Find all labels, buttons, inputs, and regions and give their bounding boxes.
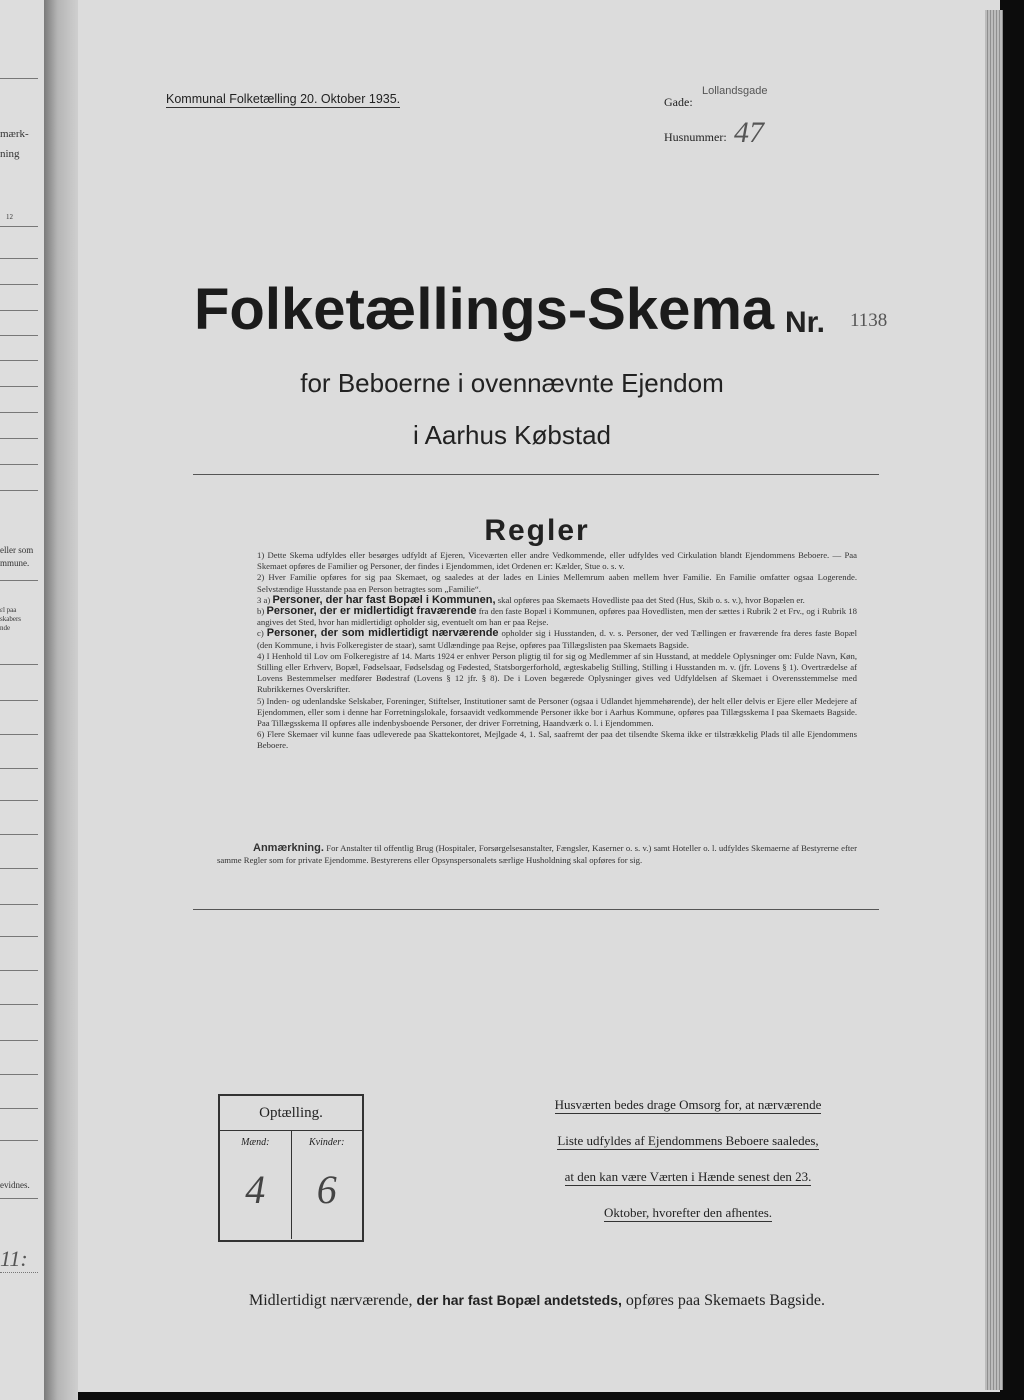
ruled-line — [0, 1140, 38, 1141]
ruled-line — [0, 664, 38, 665]
ruled-line — [0, 768, 38, 769]
ruled-line — [0, 700, 38, 701]
house-number-value: 47 — [734, 116, 764, 149]
rule-3a: 3 a) Personer, der har fast Bopæl i Kommunen, skal opføres paa Skemaets Hovedliste paa det Sted (Hus, Skib o. s. v.), hvor Bopælen er. — [257, 593, 805, 606]
ruled-line — [0, 335, 38, 336]
form-subtitle-city: i Aarhus Købstad — [413, 420, 611, 450]
rule-3c: c) Personer, der som midlertidigt nærværende opholder sig i Husstanden, d. v. s. Personer, der ved Tællingen er fraværende fra deres faste Bopæl (den Kommune, i hvis Folkeregister de staar), samt Udlændinge paa Rejse, opføres paa Tillægslisten paa Skemaets Bagside. — [257, 627, 858, 650]
remark-lead: Anmærkning. — [253, 842, 324, 854]
footer-part: Midlertidigt nærværende, — [249, 1292, 413, 1309]
ruled-line — [0, 868, 38, 869]
ruled-line — [0, 1272, 38, 1273]
ruled-line — [0, 464, 38, 465]
left-fragment-text: eller som — [0, 545, 34, 555]
form-number-value: 1138 — [850, 310, 888, 331]
rule-6: 6) Flere Skemaer vil kunne faas udleverede paa Skattekontoret, Mejlgade 4, 1. Sal, saafremt der paa det tilsendte Skema ikke er tilstrækkelig Plads til alle Ejendommens Beboere. — [257, 729, 857, 751]
notice-line: at den kan være Værten i Hænde senest den 23. — [564, 1169, 812, 1184]
form-title: Folketællings-Skema — [194, 277, 775, 342]
rule-4: 4) I Henhold til Lov om Folkeregistre af 14. Marts 1924 er enhver Person pligtig til for sig og Medlemmer af sin Husstand, at meddele Oplysninger om: Fulde Navn, Køn, Stilling eller Erhverv, Bopæl, Fødselsaar, Fødselsdag og Fødested, Statsborgerforhold, ægteskabelig Stilling, Stilling i Husstanden m. v. (jfr. Lovens § 1). Overtrædelse af Lovens Bestemmelser medfører Bødestraf (Lovens § 12 jfr. § 8). De i Loven begærede Oplysninger gives ved Udfyldelsen af Skemaet i Overensstemmelse med Rubrikkernes Overskrifter. — [257, 650, 857, 695]
ruled-line — [0, 734, 38, 735]
left-fragment-text: skabers — [0, 615, 21, 623]
left-fragment-text: evidnes. — [0, 1180, 30, 1190]
notice-line: Liste udfyldes af Ejendommens Beboere saaledes, — [557, 1133, 819, 1148]
ruled-line — [0, 258, 38, 259]
page-edges — [985, 10, 1003, 1390]
form-number-label: Nr. — [785, 306, 826, 339]
tally-box — [218, 1094, 364, 1242]
tally-men-label: Mænd: — [241, 1137, 270, 1148]
rule-5: 5) Inden- og udenlandske Selskaber, Foreninger, Stiftelser, Institutioner samt de Personer (ogsaa i Udlandet hjemmehørende), der helt eller delvis er Ejere eller Medejere af Ejendommen, eller som i denne har Forretningslokale, forsaavidt vedkommende Personer ikke bor i Aarhus Kommune, opføres paa Tillægsskema I paa Skemaets Bagside. Paa Tillægsskema II opføres alle indenbysboende Personer, der driver Forretning, Haandværk o. l. i Ejendommen. — [257, 695, 857, 729]
tally-women-value: 6 — [316, 1167, 337, 1212]
tally-men-column — [220, 1131, 291, 1239]
notice-line: Oktober, hvorefter den afhentes. — [603, 1205, 773, 1220]
footer-part-bold: der har fast Bopæl andetsteds, — [416, 1292, 622, 1308]
left-fragment-text: mærk- — [0, 128, 29, 140]
left-fragment-text: ɛl paa — [0, 606, 17, 614]
ruled-line — [0, 78, 38, 79]
ruled-line — [0, 904, 38, 905]
ruled-line — [0, 834, 38, 835]
tally-women-label: Kvinder: — [308, 1137, 345, 1148]
form-subtitle: for Beboerne i ovennævnte Ejendom — [300, 368, 724, 398]
ruled-line — [0, 310, 38, 311]
rules-text — [217, 550, 857, 752]
left-fragment-handwriting: 11: — [0, 1246, 28, 1271]
house-number-label: Husnummer: — [664, 130, 727, 144]
census-header-label: Kommunal Folketælling 20. Oktober 1935. — [166, 92, 401, 106]
ruled-line — [0, 1004, 38, 1005]
ruled-line — [0, 1198, 38, 1199]
ruled-line — [0, 936, 38, 937]
rule-1: 1) Dette Skema udfyldes eller besørges udfyldt af Ejeren, Viceværten eller andre Vedkommende, eller udfyldes ved Cirkulation blandt Ejendommens Beboere. — Paa Skemaet opføres de Familier og Personer, der findes i Ejendommen, idet Ordenen er: Kælder, Stue o. s. v. — [257, 550, 857, 572]
ruled-line — [0, 580, 38, 581]
rule-2: 2) Hver Familie opføres for sig paa Skemaet, og saaledes at der lades en Linies Mellemrum aaben mellem hver Familie. En Familie omfatter ogsaa Logerende. Selvstændige Husstande paa en Person betragtes som „Familie“. — [257, 572, 857, 594]
street-label: Gade: — [664, 95, 693, 109]
ruled-line — [0, 1040, 38, 1041]
left-fragment-text: mmune. — [0, 558, 30, 568]
divider — [193, 909, 879, 910]
ruled-line — [0, 1074, 38, 1075]
ruled-line — [0, 1108, 38, 1109]
book-spine — [44, 0, 78, 1400]
footer-note — [0, 1292, 1024, 1310]
tally-men-value: 4 — [245, 1167, 266, 1212]
rules-heading: Regler — [484, 514, 590, 547]
ruled-line — [0, 226, 38, 227]
left-page-fragment — [0, 0, 44, 1400]
ruled-line — [0, 284, 38, 285]
ruled-line — [0, 360, 38, 361]
divider — [193, 474, 879, 475]
notice-line: Husværten bedes drage Omsorg for, at nærværende — [554, 1097, 822, 1112]
tally-women-column — [291, 1131, 363, 1239]
ruled-line — [0, 970, 38, 971]
footer-part: opføres paa Skemaets Bagside. — [625, 1292, 825, 1309]
rule-3b: b) Personer, der er midlertidigt fraværende fra den faste Bopæl i Kommunen, opføres paa Hovedlisten, men der sættes i Rubrik 2 et Frv., og i Rubrik 18 angives det Sted, hvor han midlertidigt opholder sig, eventuelt om han er paa Rejse. — [257, 605, 857, 628]
tally-heading: Optælling. — [220, 1096, 362, 1131]
left-fragment-text: nde — [0, 624, 11, 632]
ruled-line — [0, 490, 38, 491]
remark-body: For Anstalter til offentlig Brug (Hospitaler, Forsørgelsesanstalter, Fængsler, Kaserner o. s. v.) samt Hoteller o. l. udfyldes Skemaerne af Bestyrerne efter samme Regler som for private Ejendomme. Bestyrerens eller Opsynspersonalets særlige Husholdning skal opføres for sig. — [217, 843, 857, 865]
street-value: Lollandsgade — [702, 85, 768, 97]
ruled-line — [0, 412, 38, 413]
ruled-line — [0, 800, 38, 801]
left-fragment-text: ning — [0, 148, 20, 160]
left-fragment-text: 12 — [6, 213, 13, 221]
remark-text — [217, 843, 857, 866]
